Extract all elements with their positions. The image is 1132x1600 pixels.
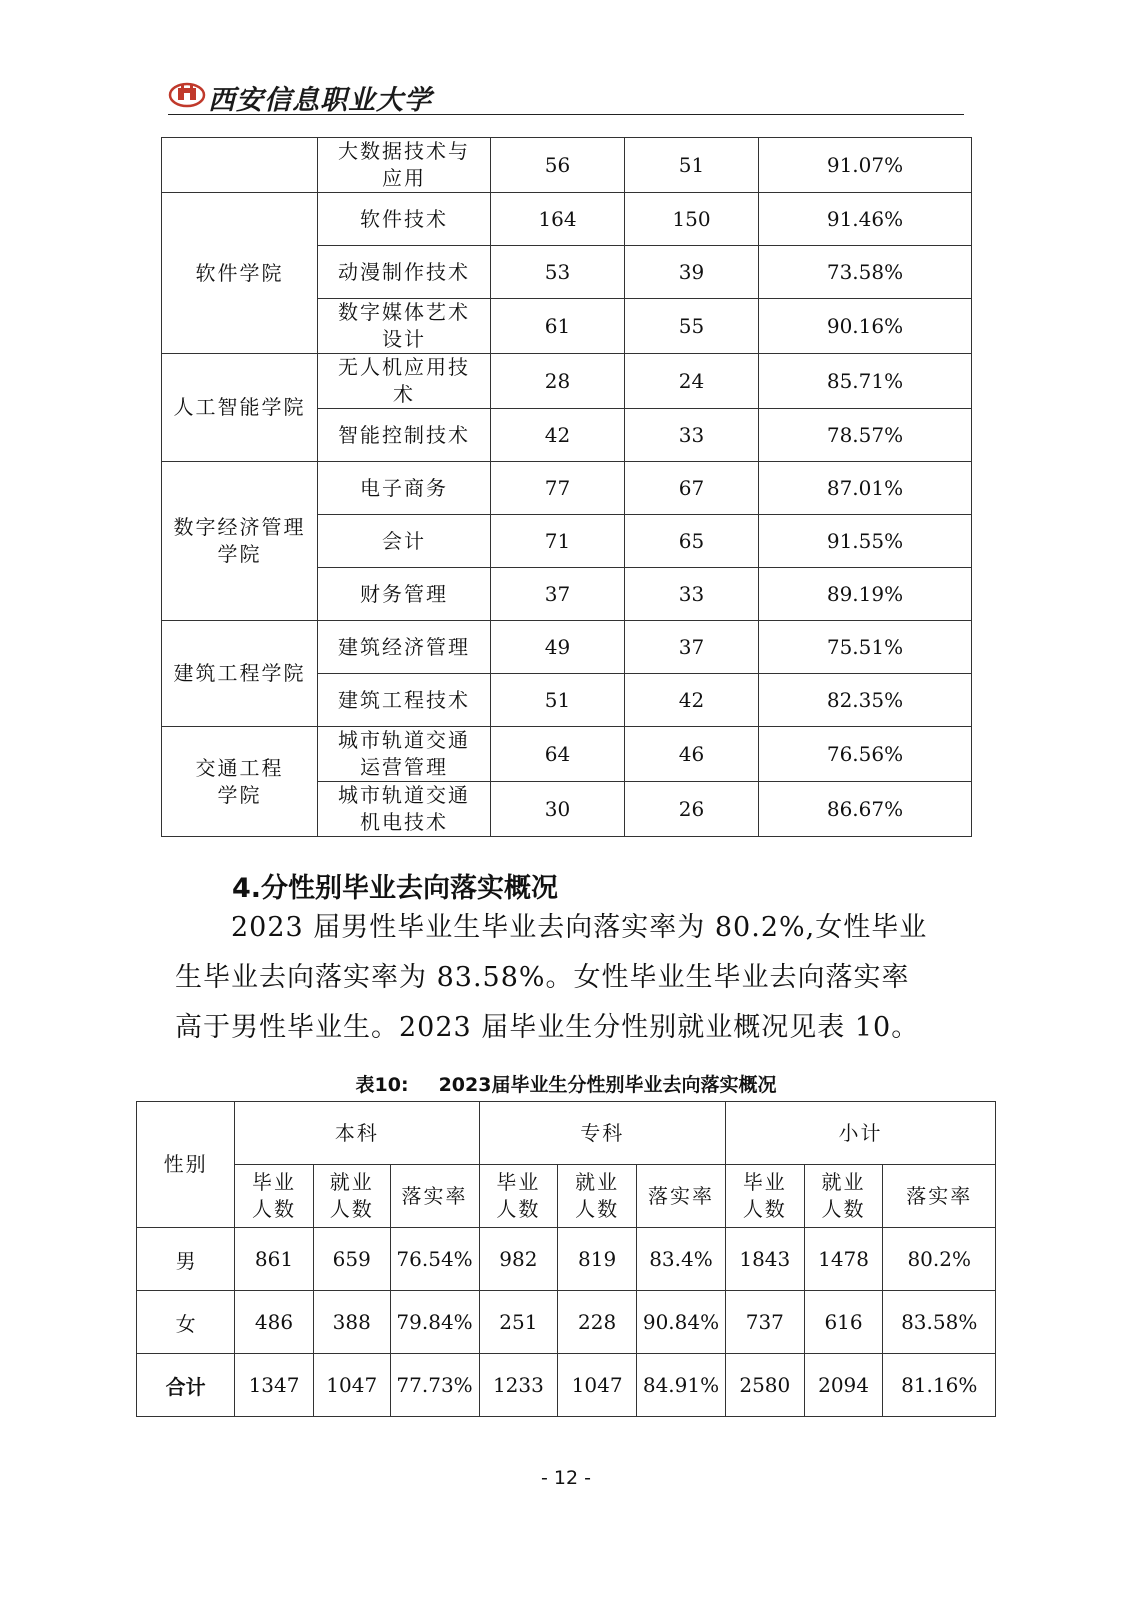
graduates-cell bbox=[491, 727, 625, 782]
cell-value: 42 bbox=[544, 422, 571, 447]
college-name: 人工智能学院 bbox=[173, 395, 306, 419]
header-row bbox=[137, 1102, 996, 1165]
major-cell bbox=[318, 782, 491, 837]
value-cell bbox=[235, 1291, 314, 1354]
subheader-cell bbox=[235, 1165, 314, 1228]
major-cell bbox=[318, 568, 491, 621]
cell-value: 79.84% bbox=[396, 1310, 473, 1334]
major-name: 智能控制技术 bbox=[338, 422, 470, 447]
cell-value: 861 bbox=[254, 1247, 294, 1271]
cell-value: 77.73% bbox=[396, 1373, 473, 1397]
major-name: 机电技术 bbox=[360, 810, 448, 834]
graduates-cell bbox=[491, 193, 625, 246]
header-label: 人数 bbox=[575, 1197, 620, 1221]
cell-value: 56 bbox=[544, 152, 571, 177]
value-cell bbox=[558, 1228, 637, 1291]
college-name: 建筑工程学院 bbox=[173, 661, 306, 685]
group-header bbox=[725, 1102, 995, 1165]
rate-cell bbox=[759, 621, 972, 674]
gender-cell bbox=[137, 1354, 235, 1417]
cell-value: 91.55% bbox=[826, 528, 904, 553]
subheader-row bbox=[137, 1165, 996, 1228]
caption-number: 表10: bbox=[355, 1074, 409, 1096]
value-cell bbox=[725, 1291, 804, 1354]
paragraph-line: 2023 届男性毕业生毕业去向落实率为 80.2%,女性毕业 bbox=[231, 912, 928, 943]
college-cell bbox=[162, 193, 318, 354]
employed-cell bbox=[625, 568, 759, 621]
major-cell bbox=[318, 299, 491, 354]
cell-value: 24 bbox=[678, 368, 705, 393]
cell-value: 39 bbox=[678, 259, 705, 284]
cell-value: 1478 bbox=[818, 1247, 869, 1271]
cell-value: 76.56% bbox=[826, 741, 904, 766]
major-name: 应用 bbox=[382, 166, 426, 190]
value-cell bbox=[390, 1291, 479, 1354]
graduates-cell bbox=[491, 621, 625, 674]
header-label: 就业 bbox=[821, 1170, 866, 1194]
college-name: 软件学院 bbox=[195, 260, 284, 285]
section-paragraph bbox=[175, 903, 965, 1053]
cell-value: 82.35% bbox=[826, 687, 904, 712]
value-cell bbox=[235, 1354, 314, 1417]
major-cell bbox=[318, 193, 491, 246]
major-cell bbox=[318, 462, 491, 515]
value-cell bbox=[479, 1354, 558, 1417]
value-cell bbox=[883, 1228, 996, 1291]
college-name: 学院 bbox=[217, 542, 262, 566]
university-name: 西安信息职业大学 bbox=[208, 85, 432, 116]
value-cell bbox=[558, 1291, 637, 1354]
table-row bbox=[162, 462, 972, 515]
employed-cell bbox=[625, 515, 759, 568]
page-header bbox=[168, 74, 964, 114]
major-name: 运营管理 bbox=[360, 755, 448, 779]
rate-cell bbox=[759, 409, 972, 462]
cell-value: 150 bbox=[672, 206, 711, 231]
paragraph-line: 生毕业去向落实率为 83.58%。女性毕业生毕业去向落实率 bbox=[175, 962, 910, 993]
rate-cell bbox=[759, 193, 972, 246]
employment-by-gender-table bbox=[136, 1101, 996, 1417]
header-label: 专科 bbox=[580, 1120, 625, 1145]
header-label: 就业 bbox=[329, 1170, 374, 1194]
graduates-cell bbox=[491, 782, 625, 837]
table-row bbox=[137, 1291, 996, 1354]
cell-value: 616 bbox=[824, 1310, 863, 1334]
employed-cell bbox=[625, 138, 759, 193]
major-name: 无人机应用技 bbox=[338, 355, 470, 379]
header-label: 性别 bbox=[163, 1152, 208, 1176]
rate-cell bbox=[759, 354, 972, 409]
cell-value: 91.46% bbox=[826, 206, 904, 231]
value-cell bbox=[479, 1228, 558, 1291]
cell-value: 71 bbox=[544, 528, 571, 553]
table-row bbox=[162, 193, 972, 246]
cell-value: 33 bbox=[678, 581, 705, 606]
subheader-cell bbox=[804, 1165, 883, 1228]
cell-value: 89.19% bbox=[826, 581, 904, 606]
value-cell bbox=[804, 1354, 883, 1417]
group-header bbox=[235, 1102, 479, 1165]
graduates-cell bbox=[491, 138, 625, 193]
major-cell bbox=[318, 138, 491, 193]
value-cell bbox=[313, 1291, 390, 1354]
header-label: 毕业 bbox=[496, 1170, 541, 1194]
cell-value: 28 bbox=[544, 368, 571, 393]
value-cell bbox=[725, 1354, 804, 1417]
header-label: 落实率 bbox=[906, 1183, 973, 1208]
major-name: 术 bbox=[393, 382, 415, 406]
caption-title: 2023届毕业生分性别毕业去向落实概况 bbox=[438, 1074, 777, 1096]
subheader-cell bbox=[725, 1165, 804, 1228]
table-row bbox=[162, 354, 972, 409]
value-cell bbox=[390, 1354, 479, 1417]
cell-value: 90.16% bbox=[826, 313, 904, 338]
gender-cell bbox=[137, 1228, 235, 1291]
major-name: 建筑经济管理 bbox=[338, 634, 470, 659]
cell-value: 83.58% bbox=[901, 1310, 978, 1334]
value-cell bbox=[637, 1291, 726, 1354]
major-cell bbox=[318, 674, 491, 727]
cell-value: 61 bbox=[544, 313, 571, 338]
value-cell bbox=[883, 1291, 996, 1354]
value-cell bbox=[725, 1228, 804, 1291]
value-cell bbox=[804, 1291, 883, 1354]
cell-value: 30 bbox=[544, 796, 571, 821]
cell-value: 67 bbox=[678, 475, 705, 500]
employed-cell bbox=[625, 782, 759, 837]
cell-value: 55 bbox=[678, 313, 705, 338]
cell-value: 80.2% bbox=[907, 1247, 971, 1271]
table-row bbox=[137, 1228, 996, 1291]
college-cell bbox=[162, 354, 318, 462]
cell-value: 76.54% bbox=[396, 1247, 473, 1271]
cell-value: 388 bbox=[332, 1310, 371, 1334]
rate-cell bbox=[759, 515, 972, 568]
major-name: 大数据技术与 bbox=[338, 139, 470, 163]
cell-value: 53 bbox=[544, 259, 571, 284]
cell-value: 33 bbox=[678, 422, 705, 447]
employed-cell bbox=[625, 621, 759, 674]
cell-value: 486 bbox=[254, 1310, 294, 1334]
cell-value: 1233 bbox=[492, 1373, 544, 1397]
header-label: 落实率 bbox=[647, 1183, 714, 1208]
cell-value: 87.01% bbox=[826, 475, 904, 500]
paragraph-line: 高于男性毕业生。2023 届毕业生分性别就业概况见表 10。 bbox=[175, 1012, 920, 1043]
major-name: 设计 bbox=[382, 327, 426, 351]
value-cell bbox=[637, 1228, 726, 1291]
cell-value: 819 bbox=[578, 1247, 617, 1271]
cell-value: 37 bbox=[678, 634, 705, 659]
employed-cell bbox=[625, 193, 759, 246]
page-number: - 12 - bbox=[541, 1467, 591, 1489]
value-cell bbox=[313, 1228, 390, 1291]
header-label: 人数 bbox=[252, 1197, 297, 1221]
graduates-cell bbox=[491, 568, 625, 621]
row-label: 男 bbox=[175, 1248, 196, 1273]
cell-value: 251 bbox=[499, 1310, 538, 1334]
employed-cell bbox=[625, 727, 759, 782]
value-cell bbox=[883, 1354, 996, 1417]
subheader-cell bbox=[313, 1165, 390, 1228]
header-label: 落实率 bbox=[401, 1183, 468, 1208]
cell-value: 84.91% bbox=[642, 1373, 720, 1397]
employed-cell bbox=[625, 409, 759, 462]
major-name: 软件技术 bbox=[360, 206, 448, 231]
header-label: 毕业 bbox=[252, 1170, 297, 1194]
cell-value: 75.51% bbox=[826, 634, 904, 659]
header-label: 人数 bbox=[496, 1197, 541, 1221]
cell-value: 737 bbox=[745, 1310, 784, 1334]
cell-value: 2094 bbox=[818, 1373, 869, 1397]
value-cell bbox=[804, 1228, 883, 1291]
major-cell bbox=[318, 409, 491, 462]
value-cell bbox=[479, 1291, 558, 1354]
major-name: 建筑工程技术 bbox=[338, 687, 470, 712]
employed-cell bbox=[625, 462, 759, 515]
subheader-cell bbox=[479, 1165, 558, 1228]
header-label: 人数 bbox=[329, 1197, 374, 1221]
cell-value: 77 bbox=[544, 475, 571, 500]
cell-value: 86.67% bbox=[826, 796, 904, 821]
cell-value: 26 bbox=[678, 796, 705, 821]
table-caption bbox=[0, 1070, 1132, 1097]
cell-value: 78.57% bbox=[826, 422, 904, 447]
cell-value: 659 bbox=[332, 1247, 371, 1271]
cell-value: 51 bbox=[678, 152, 705, 177]
cell-value: 2580 bbox=[739, 1373, 791, 1397]
employed-cell bbox=[625, 354, 759, 409]
college-name: 学院 bbox=[217, 782, 262, 807]
cell-value: 1047 bbox=[571, 1373, 623, 1397]
major-name: 数字媒体艺术 bbox=[338, 300, 470, 324]
employment-by-major-table bbox=[161, 137, 972, 837]
gender-cell bbox=[137, 1291, 235, 1354]
header-label: 人数 bbox=[742, 1197, 787, 1221]
value-cell bbox=[235, 1228, 314, 1291]
header-label: 人数 bbox=[821, 1197, 866, 1221]
rate-cell bbox=[759, 138, 972, 193]
group-header bbox=[479, 1102, 725, 1165]
cell-value: 83.4% bbox=[649, 1247, 713, 1271]
college-cell bbox=[162, 462, 318, 621]
graduates-cell bbox=[491, 354, 625, 409]
row-label: 合计 bbox=[165, 1374, 206, 1399]
major-name: 城市轨道交通 bbox=[338, 728, 470, 752]
value-cell bbox=[390, 1228, 479, 1291]
college-cell bbox=[162, 727, 318, 837]
cell-value: 42 bbox=[678, 687, 705, 712]
value-cell bbox=[558, 1354, 637, 1417]
subheader-cell bbox=[558, 1165, 637, 1228]
employed-cell bbox=[625, 299, 759, 354]
cell-value: 49 bbox=[544, 634, 571, 659]
table-row bbox=[162, 138, 972, 193]
major-cell bbox=[318, 354, 491, 409]
employed-cell bbox=[625, 674, 759, 727]
major-name: 动漫制作技术 bbox=[338, 259, 470, 284]
cell-value: 228 bbox=[578, 1310, 617, 1334]
rate-cell bbox=[759, 299, 972, 354]
major-cell bbox=[318, 727, 491, 782]
rate-cell bbox=[759, 246, 972, 299]
college-name: 数字经济管理 bbox=[173, 515, 306, 539]
cell-value: 91.07% bbox=[826, 152, 904, 177]
graduates-cell bbox=[491, 515, 625, 568]
major-name: 财务管理 bbox=[360, 581, 448, 606]
cell-value: 64 bbox=[544, 741, 571, 766]
college-cell bbox=[162, 621, 318, 727]
cell-value: 85.71% bbox=[826, 368, 904, 393]
cell-value: 164 bbox=[538, 206, 577, 231]
graduates-cell bbox=[491, 462, 625, 515]
rate-cell bbox=[759, 568, 972, 621]
university-logo-icon bbox=[168, 80, 206, 108]
value-cell bbox=[313, 1354, 390, 1417]
employed-cell bbox=[625, 246, 759, 299]
major-cell bbox=[318, 621, 491, 674]
cell-value: 46 bbox=[678, 741, 705, 766]
graduates-cell bbox=[491, 674, 625, 727]
major-name: 电子商务 bbox=[360, 475, 448, 500]
subheader-cell bbox=[883, 1165, 996, 1228]
cell-value: 65 bbox=[678, 528, 705, 553]
cell-value: 1843 bbox=[739, 1247, 791, 1271]
major-cell bbox=[318, 246, 491, 299]
header-label: 毕业 bbox=[742, 1170, 787, 1194]
major-name: 城市轨道交通 bbox=[338, 783, 470, 807]
major-name: 会计 bbox=[382, 528, 426, 553]
rate-cell bbox=[759, 727, 972, 782]
header-divider bbox=[168, 114, 964, 115]
section-title: 4.分性别毕业去向落实概况 bbox=[232, 873, 559, 904]
rate-cell bbox=[759, 462, 972, 515]
graduates-cell bbox=[491, 246, 625, 299]
header-label: 就业 bbox=[575, 1170, 620, 1194]
table-row bbox=[162, 621, 972, 674]
cell-value: 73.58% bbox=[826, 259, 904, 284]
graduates-cell bbox=[491, 409, 625, 462]
cell-value: 1347 bbox=[248, 1373, 300, 1397]
row-label: 女 bbox=[175, 1311, 196, 1336]
cell-value: 982 bbox=[499, 1247, 538, 1271]
table-row bbox=[162, 727, 972, 782]
major-cell bbox=[318, 515, 491, 568]
graduates-cell bbox=[491, 299, 625, 354]
value-cell bbox=[637, 1354, 726, 1417]
gender-header bbox=[137, 1102, 235, 1228]
cell-value: 90.84% bbox=[642, 1310, 720, 1334]
header-label: 本科 bbox=[334, 1120, 379, 1145]
college-name: 交通工程 bbox=[195, 755, 284, 780]
cell-value: 37 bbox=[544, 581, 571, 606]
table-row bbox=[137, 1354, 996, 1417]
rate-cell bbox=[759, 674, 972, 727]
cell-value: 51 bbox=[544, 687, 571, 712]
cell-value: 1047 bbox=[326, 1373, 378, 1397]
rate-cell bbox=[759, 782, 972, 837]
subheader-cell bbox=[637, 1165, 726, 1228]
subheader-cell bbox=[390, 1165, 479, 1228]
header-label: 小计 bbox=[838, 1120, 883, 1145]
cell-value: 81.16% bbox=[901, 1373, 978, 1397]
college-cell bbox=[162, 138, 318, 193]
